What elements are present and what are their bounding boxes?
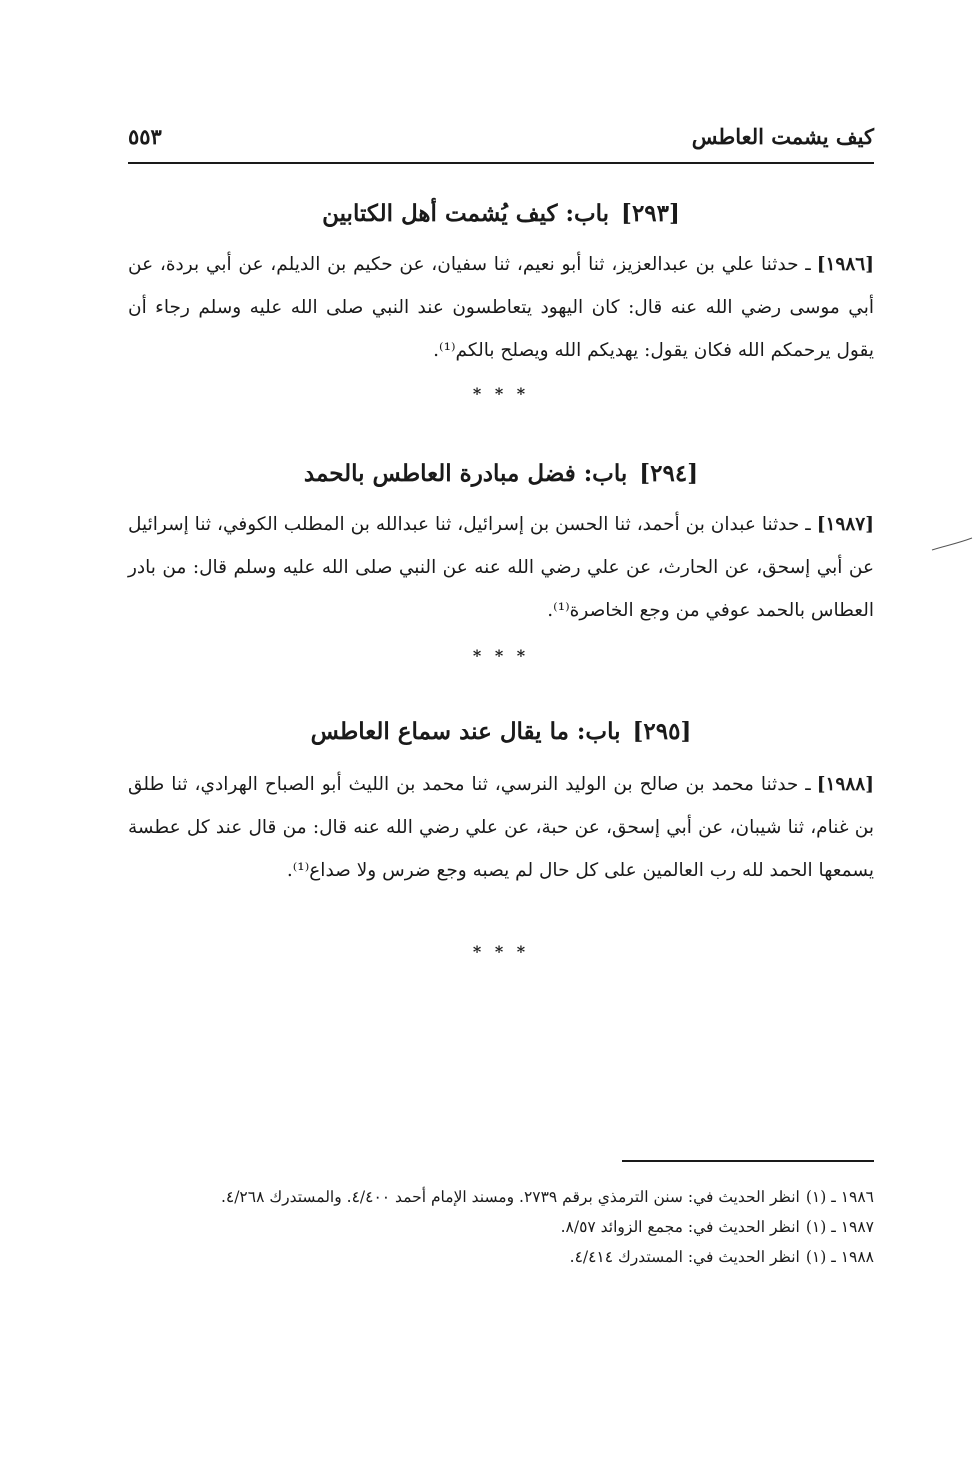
hadith-number: [١٩٨٨] xyxy=(816,773,874,795)
footnote xyxy=(128,1242,874,1272)
hadith-paragraph xyxy=(128,243,874,372)
chapter-number: [٢٩٤] xyxy=(639,460,699,487)
section-separator: * * * xyxy=(472,646,530,665)
section-separator: * * * xyxy=(472,384,530,403)
footnote-rule xyxy=(622,1160,874,1162)
running-header xyxy=(128,122,874,164)
hadith-text: ـ حدثنا محمد بن صالح بن الوليد النرسي، ثنا محمد بن الليث أبو الصباح الهرادي، ثنا طلق بن غنام، ثنا شيبان، عن أبي إسحق، عن حبة، عن علي رضي الله عنه قال: من قال عند كل عطسة يسمعها الحمد لله رب العالمين على كل حال لم يصبه وجع ضرس ولا صداع⁽¹⁾. xyxy=(128,773,874,881)
footnotes xyxy=(128,1182,874,1272)
footnote-id: ١٩٨٨ ـ (١) xyxy=(805,1248,874,1266)
footnote-id: ١٩٨٦ ـ (١) xyxy=(805,1188,874,1206)
footnote xyxy=(128,1182,874,1212)
hadith-number: [١٩٨٦] xyxy=(816,253,874,275)
page-number: ٥٥٣ xyxy=(128,124,162,149)
hadith-text: ـ حدثنا عبدان بن أحمد، ثنا الحسن بن إسرائيل، ثنا عبدالله بن المطلب الكوفي، ثنا إسرائيل عن أبي إسحق، عن الحارث، عن علي رضي الله عنه عن النبي صلى الله عليه وسلم قال: من بادر العطاس بالحمد عوفي من وجع الخاصرة⁽¹⁾. xyxy=(128,513,874,621)
footnote-id: ١٩٨٧ ـ (١) xyxy=(805,1218,874,1236)
margin-scribble xyxy=(930,536,974,554)
hadith-text: ـ حدثنا علي بن عبدالعزيز، ثنا أبو نعيم، ثنا سفيان، عن حكيم بن الديلم، عن أبي بردة، عن أبي موسى رضي الله عنه قال: كان اليهود يتعاطسون عند النبي صلى الله عليه وسلم رجاء أن يقول يرحمكم الله فكان يقول: يهديكم الله ويصلح بالكم⁽¹⁾. xyxy=(128,253,874,361)
section-separator: * * * xyxy=(472,942,530,961)
hadith-number: [١٩٨٧] xyxy=(816,513,874,535)
chapter-title-text: باب: فضل مبادرة العاطس بالحمد xyxy=(303,460,628,487)
footnote-text: انظر الحديث في: سنن الترمذي برقم ٢٧٣٩. ومسند الإمام أحمد ٤/٤٠٠. والمستدرك ٤/٢٦٨. xyxy=(220,1188,800,1206)
chapter-number: [٢٩٥] xyxy=(632,718,692,745)
chapter-number: [٢٩٣] xyxy=(621,200,680,227)
footnote-text: انظر الحديث في: مجمع الزوائد ٨/٥٧. xyxy=(560,1218,800,1236)
hadith-paragraph xyxy=(128,503,874,632)
footnote-text: انظر الحديث في: المستدرك ٤/٤١٤. xyxy=(569,1248,800,1266)
chapter-heading xyxy=(128,460,874,487)
footnote xyxy=(128,1212,874,1242)
chapter-heading xyxy=(128,718,874,745)
running-title: كيف يشمت العاطس xyxy=(691,124,874,149)
chapter-heading xyxy=(128,200,874,227)
chapter-title-text: باب: ما يقال عند سماع العاطس xyxy=(310,718,621,745)
hadith-paragraph xyxy=(128,763,874,892)
chapter-title-text: باب: كيف يُشمت أهل الكتابين xyxy=(322,200,610,227)
